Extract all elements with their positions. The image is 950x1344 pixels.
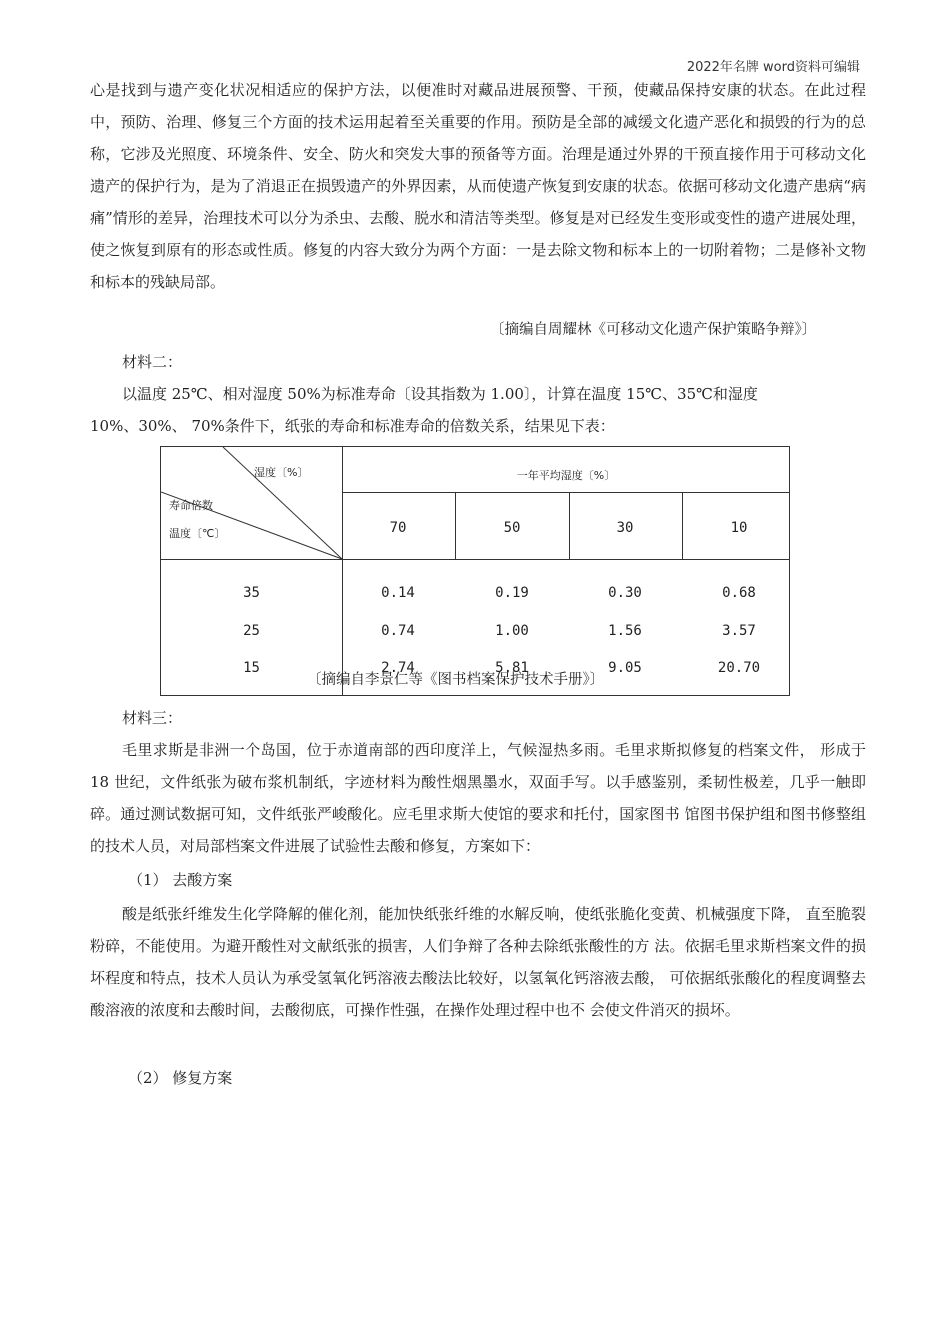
table-cell: 0.68 bbox=[722, 585, 756, 601]
column-header: 10 bbox=[730, 520, 748, 536]
section1-title: （1） 去酸方案 bbox=[128, 871, 233, 889]
material2-title: 材料二： bbox=[122, 353, 183, 371]
corner-temp-label: 温度〔℃〕 bbox=[169, 527, 226, 540]
paragraph-material3: 毛里求斯是非洲一个岛国，位于赤道南部的西印度洋上，气候湿热多雨。毛里求斯拟修复的档案文件， 形成于 18 世纪，文件纸张为破布浆机制纸，字迹材料为酸性烟黑墨水，双面手写。以手感鉴别，柔韧性极差，几乎一触即碎。通过测试数据可知，文件纸张严峻酸化。应毛里求斯大使馆的要求和托付，国家图书 馆图书保护组和图书修整组的技术人员，对局部档案文件进展了试验性去酸和修复，方案如下： bbox=[90, 741, 866, 855]
paragraph-material1: 心是找到与遗产变化状况相适应的保护方法，以便准时对藏品进展预警、干预，使藏品保持安康的状态。在此过程中，预防、治理、修复三个方面的技术运用起着至关重要的作用。预防是全部的减缓文化遗产恶化和损毁的行为的总称，它涉及光照度、环境条件、安全、防火和突发大事的预备等方面。治理是通过外界的干预直接作用于可移动文化遗产的保护行为，是为了消退正在损毁遗产的外界因素，从而使遗产恢复到安康的状态。依据可移动文化遗产患病“病痛”情形的差异，治理技术可以分为杀虫、去酸、脱水和清洁等类型。修复是对已经发生变形或变性的遗产进展处理，使之恢复到原有的形态或性质。修复的内容大致分为两个方面：一是去除文物和标本上的一切附着物；二是修补文物和标本的残缺局部。 bbox=[90, 81, 866, 291]
table-cell: 1.56 bbox=[608, 623, 642, 639]
column-header: 30 bbox=[616, 520, 634, 536]
table-cell: 0.74 bbox=[381, 623, 415, 639]
page-header: 2022年名牌 word资料可编辑 bbox=[686, 60, 860, 75]
table-cell: 2.74 bbox=[381, 660, 415, 676]
table-cell: 9.05 bbox=[608, 660, 642, 676]
source-citation-1: 〔摘编自周耀林《可移动文化遗产保护策略争辩》〕 bbox=[490, 322, 817, 338]
corner-multiple-label: 寿命倍数 bbox=[169, 499, 213, 512]
section2-title: （2） 修复方案 bbox=[128, 1069, 233, 1087]
table-cell: 0.19 bbox=[495, 585, 529, 601]
table-cell: 0.30 bbox=[608, 585, 642, 601]
table-cell: 0.14 bbox=[381, 585, 415, 601]
table-cell: 20.70 bbox=[717, 660, 761, 676]
table-cell: 3.57 bbox=[722, 623, 756, 639]
row-temp: 15 bbox=[243, 660, 260, 676]
corner-humidity-label: 湿度〔%〕 bbox=[254, 466, 309, 479]
row-temp: 25 bbox=[243, 623, 260, 639]
paper-lifespan-table bbox=[160, 446, 790, 696]
paragraph-deacidification: 酸是纸张纤维发生化学降解的催化剂，能加快纸张纤维的水解反响，使纸张脆化变黄、机械强度下降， 直至脆裂粉碎，不能使用。为避开酸性对文献纸张的损害，人们争辩了各种去除纸张酸性的方 法。依据毛里求斯档案文件的损坏程度和特点，技术人员认为承受氢氧化钙溶液去酸法比较好，以氢氧化钙溶液去酸， 可依据纸张酸化的程度调整去酸溶液的浓度和去酸时间，去酸彻底，可操作性强，在操作处理过程中也不 会使文件消灭的损坏。 bbox=[90, 905, 866, 1019]
material3-title: 材料三： bbox=[122, 709, 183, 727]
column-header: 50 bbox=[503, 520, 521, 536]
table-cell: 1.00 bbox=[495, 623, 529, 639]
group-header: 一年平均湿度〔%〕 bbox=[516, 469, 616, 482]
source-citation-2: 〔摘编自李景仁等《图书档案保护技术手册》〕 bbox=[307, 672, 605, 688]
table-cell: 5.81 bbox=[495, 660, 529, 676]
column-header: 70 bbox=[389, 520, 407, 536]
material2-line1: 以温度 25℃、相对湿度 50%为标准寿命〔设其指数为 1.00〕，计算在温度 15℃、35℃和湿度 bbox=[122, 385, 758, 403]
material2-line2: 10%、30%、 70%条件下，纸张的寿命和标准寿命的倍数关系，结果见下表： bbox=[90, 417, 615, 435]
row-temp: 35 bbox=[243, 585, 260, 601]
